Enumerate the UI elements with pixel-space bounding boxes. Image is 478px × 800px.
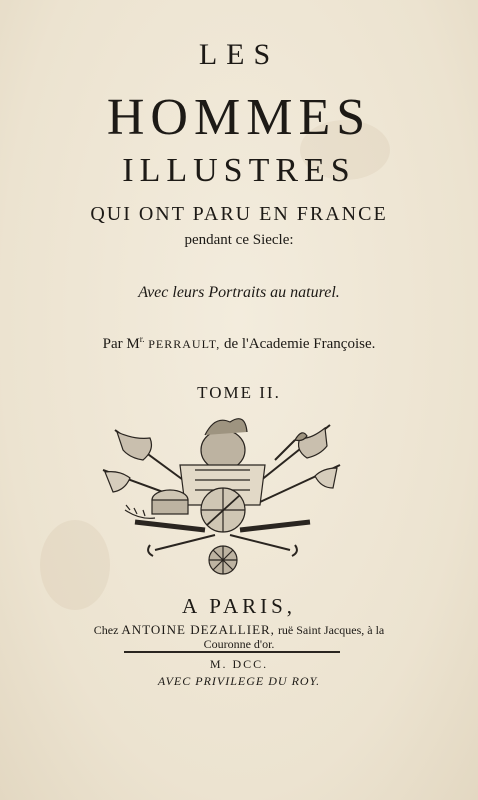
imprint-city: A PARIS, <box>181 594 297 618</box>
author-prefix-sup: r. <box>139 334 145 344</box>
imprint-address: ruë Saint Jacques, à la <box>277 623 385 637</box>
title-line-les: LES <box>198 38 280 71</box>
title-line-illustres: ILLUSTRES <box>122 152 356 189</box>
imprint-privilege: AVEC PRIVILEGE DU ROY. <box>157 674 321 688</box>
author-line <box>0 334 478 353</box>
title-line-hommes: HOMMES <box>106 89 372 146</box>
imprint-year: M. DCC. <box>209 657 269 671</box>
author-name: PERRAULT, <box>148 337 221 351</box>
author-affiliation: de l'Academie Françoise. <box>223 336 376 352</box>
subtitle: Avec leurs Portraits au naturel. <box>138 284 340 301</box>
trophy-of-arms-engraving <box>95 410 345 580</box>
imprint-chez: Chez <box>93 623 119 637</box>
title-line-pendant: pendant ce Siecle: <box>184 232 294 248</box>
imprint-divider <box>124 651 340 653</box>
imprint-printer: ANTOINE DEZALLIER, <box>121 622 275 637</box>
imprint-sign: Couronne d'or. <box>203 637 275 651</box>
imprint-printer-line <box>0 622 478 638</box>
author-prefix: Par M <box>102 336 140 352</box>
title-line-qui-ont-paru: QUI ONT PARU EN FRANCE <box>90 203 388 225</box>
volume-label: TOME II. <box>197 383 281 402</box>
